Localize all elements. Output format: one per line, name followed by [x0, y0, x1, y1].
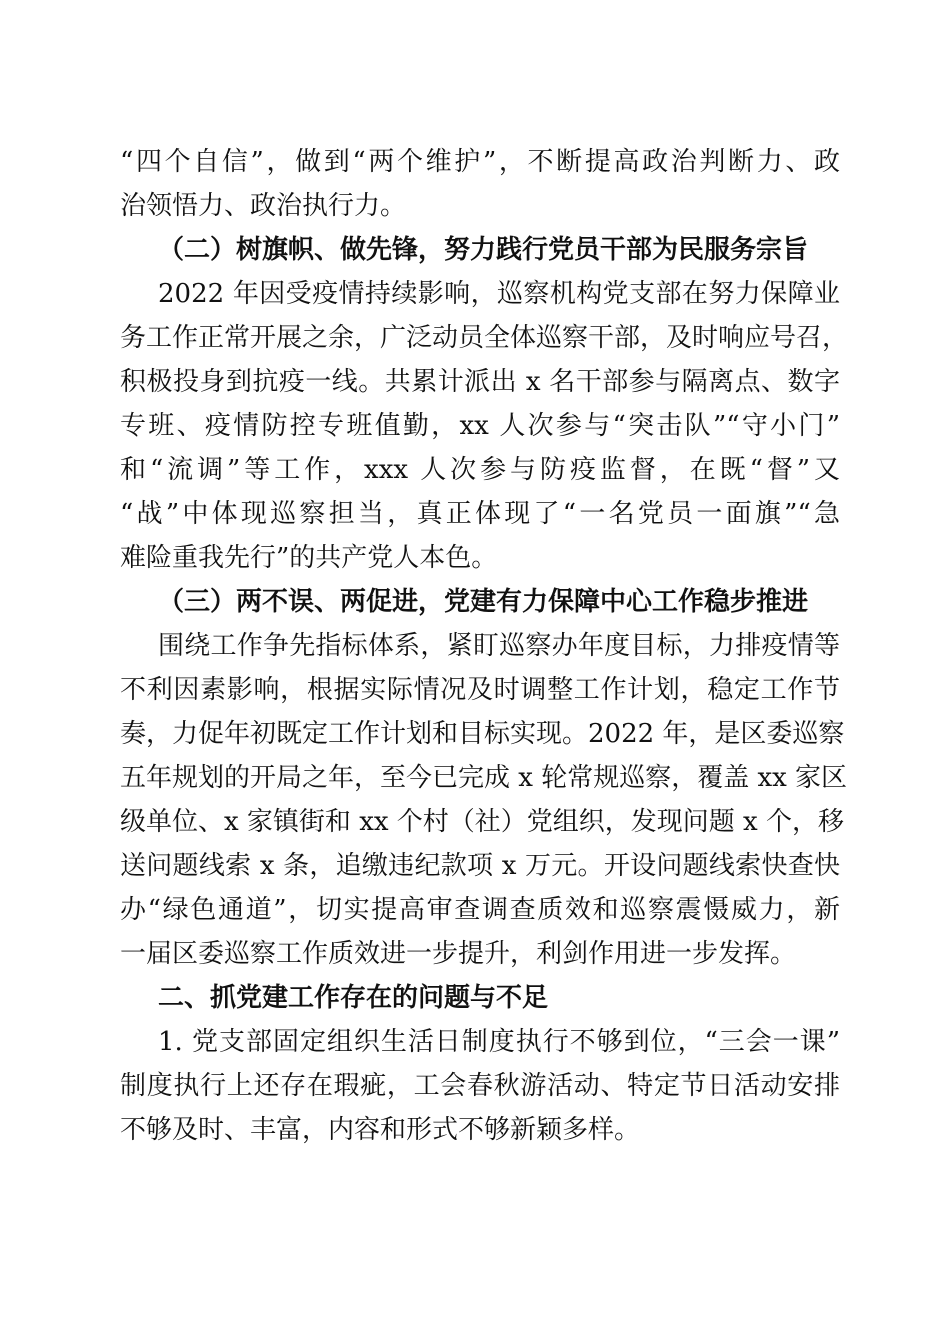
paragraph-line: 五年规划的开局之年，至今已完成 x 轮常规巡察，覆盖 xx 家区: [120, 763, 848, 793]
paragraph-line: 难险重我先行”的共产党人本色。: [120, 543, 498, 573]
paragraph-line: 和“流调”等工作，xxx 人次参与防疫监督，在既“督”又: [120, 455, 840, 485]
paragraph-line: 专班、疫情防控专班值勤，xx 人次参与“突击队”“守小门”: [120, 411, 840, 441]
paragraph-line: 奏，力促年初既定工作计划和目标实现。2022 年，是区委巡察: [120, 719, 845, 749]
paragraph-line: 办“绿色通道”，切实提高审查调查质效和巡察震慑威力，新: [120, 895, 840, 925]
paragraph-line: 2022 年因受疫情持续影响，巡察机构党支部在努力保障业: [158, 279, 840, 309]
paragraph-line: 不够及时、丰富，内容和形式不够新颖多样。: [120, 1115, 641, 1145]
section-heading: 二、抓党建工作存在的问题与不足: [158, 983, 549, 1013]
paragraph-line: “四个自信”，做到“两个维护”，不断提高政治判断力、政: [120, 147, 840, 177]
paragraph-line: 务工作正常开展之余，广泛动员全体巡察干部，及时响应号召，: [120, 323, 849, 353]
paragraph-line: 围绕工作争先指标体系，紧盯巡察办年度目标，力排疫情等: [158, 631, 840, 661]
paragraph-line: 一届区委巡察工作质效进一步提升，利剑作用进一步发挥。: [120, 939, 797, 969]
subheading-3: （三）两不误、两促进，党建有力保障中心工作稳步推进: [158, 587, 809, 617]
paragraph-line: 送问题线索 x 条，追缴违纪款项 x 万元。开设问题线索快查快: [120, 851, 840, 881]
paragraph-line: “战”中体现巡察担当，真正体现了“一名党员一面旗”“急: [120, 499, 840, 529]
paragraph-line: 制度执行上还存在瑕疵，工会春秋游活动、特定节日活动安排: [120, 1071, 840, 1101]
paragraph-line: 不利因素影响，根据实际情况及时调整工作计划，稳定工作节: [120, 675, 840, 705]
subheading-2: （二）树旗帜、做先锋，努力践行党员干部为民服务宗旨: [158, 235, 809, 265]
paragraph-line: 治领悟力、政治执行力。: [120, 191, 407, 221]
paragraph-line: 级单位、x 家镇街和 xx 个村（社）党组织，发现问题 x 个，移: [120, 807, 844, 837]
paragraph-line: 积极投身到抗疫一线。共累计派出 x 名干部参与隔离点、数字: [120, 367, 840, 397]
paragraph-line: 1. 党支部固定组织生活日制度执行不够到位，“三会一课”: [158, 1027, 840, 1057]
